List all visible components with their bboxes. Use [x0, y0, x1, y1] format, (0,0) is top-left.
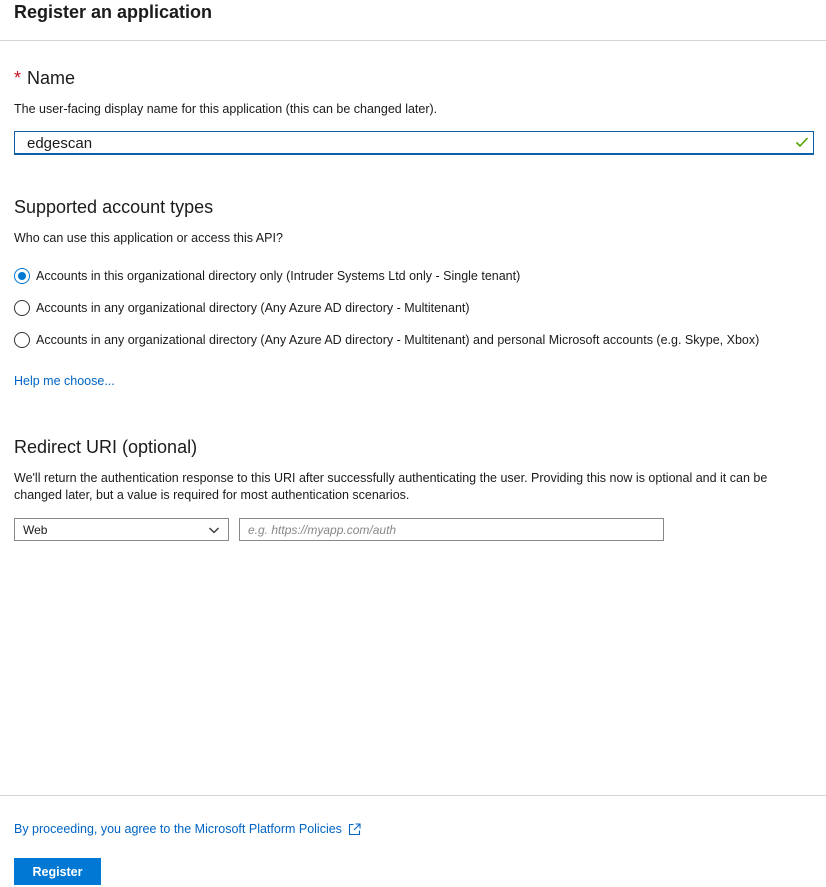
- radio-button[interactable]: [14, 332, 30, 348]
- account-types-question: Who can use this application or access this API?: [14, 231, 283, 245]
- register-button[interactable]: Register: [14, 858, 101, 885]
- page-header: [0, 0, 826, 41]
- account-type-option-label: Accounts in this organizational directory only (Intruder Systems Ltd only - Single tenant): [36, 269, 521, 283]
- platform-policies-text[interactable]: By proceeding, you agree to the Microsoft Platform Policies: [14, 822, 342, 836]
- platform-policies-link[interactable]: [14, 822, 361, 836]
- external-link-icon[interactable]: [348, 823, 361, 836]
- checkmark-icon: [795, 135, 809, 149]
- name-input[interactable]: [15, 132, 785, 154]
- redirect-uri-title: Redirect URI (optional): [14, 437, 198, 457]
- chevron-down-icon: [208, 524, 220, 536]
- radio-button[interactable]: [14, 300, 30, 316]
- account-type-option-label: Accounts in any organizational directory (Any Azure AD directory - Multitenant) and personal Microsoft accounts (e.g. Skype, Xbox): [36, 333, 760, 347]
- name-section-title: [14, 68, 75, 89]
- help-me-choose-link[interactable]: Help me choose...: [14, 374, 115, 388]
- account-type-option-multitenant[interactable]: [14, 298, 470, 318]
- platform-select-value: Web: [23, 523, 48, 537]
- name-input-wrapper: [14, 131, 814, 155]
- required-marker: *: [14, 68, 22, 88]
- radio-button-checked[interactable]: [14, 268, 30, 284]
- account-type-option-label: Accounts in any organizational directory (Any Azure AD directory - Multitenant): [36, 301, 470, 315]
- page-title: Register an application: [14, 2, 213, 22]
- name-description: The user-facing display name for this application (this can be changed later).: [14, 102, 438, 116]
- account-type-option-multitenant-personal[interactable]: [14, 330, 759, 350]
- redirect-uri-input[interactable]: [239, 518, 664, 541]
- account-type-option-single-tenant[interactable]: [14, 266, 520, 286]
- redirect-uri-description-line1: We'll return the authentication response to this URI after successfully authenticating the user. Providing this now is optional and it can be: [14, 471, 768, 485]
- name-title-text: Name: [27, 68, 76, 88]
- platform-select[interactable]: [14, 518, 229, 541]
- redirect-uri-description-line2: changed later, but a value is required for most authentication scenarios.: [14, 488, 410, 502]
- footer-divider: [0, 795, 826, 796]
- account-types-title: Supported account types: [14, 197, 214, 217]
